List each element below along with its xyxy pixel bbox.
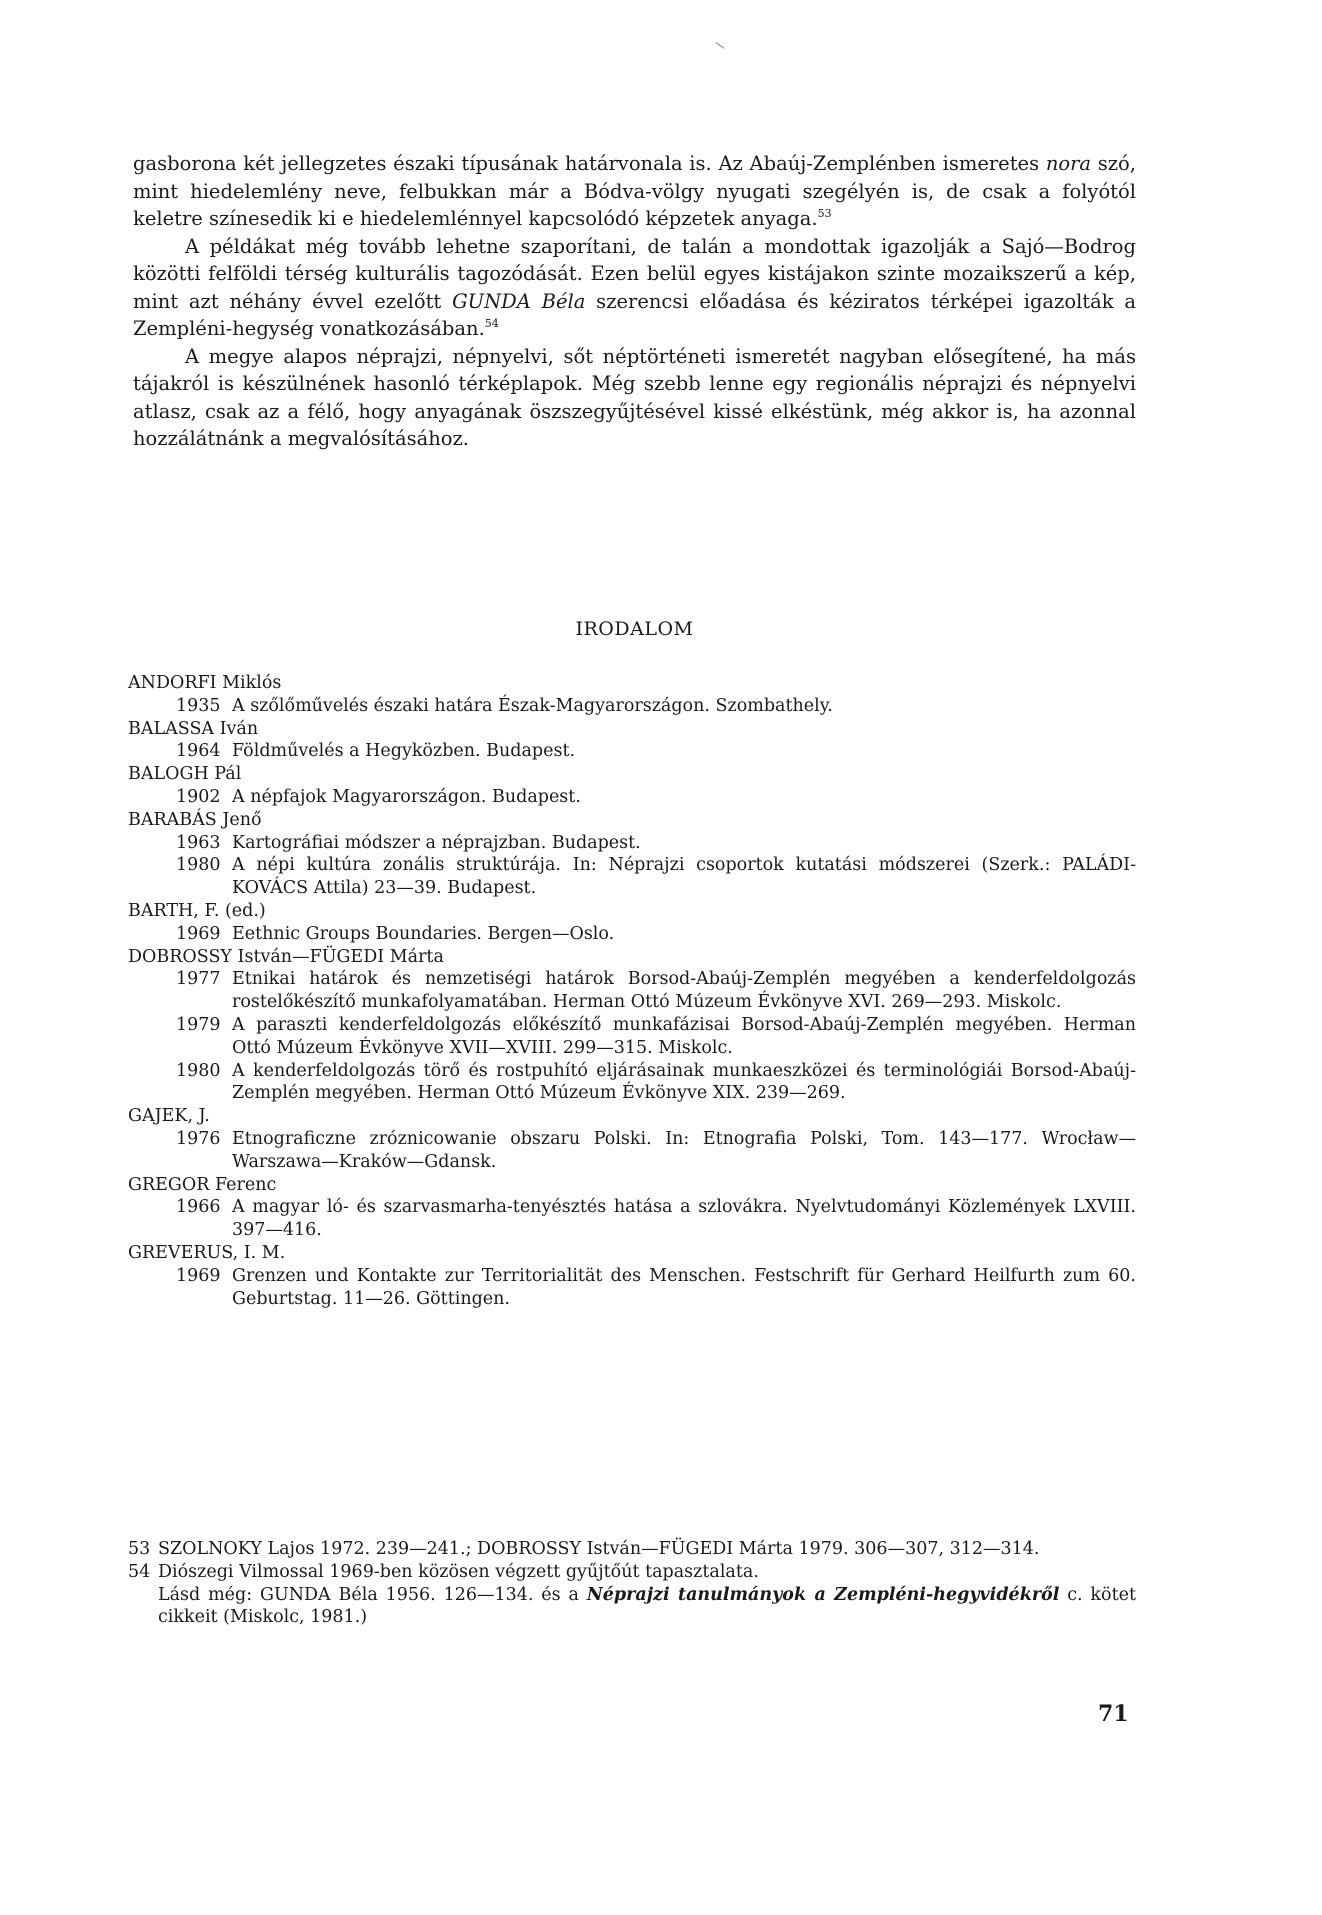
ref-entry bbox=[128, 1128, 1136, 1174]
footnote-text: Diószegi Vilmossal 1969-ben közösen végzett gyűjtőút tapasztalata. Lásd még: GUNDA Béla 1956. 126—134. és a Néprajzi tanulmányok a Zempléni-hegyvidékről c. kötet cikkeit (Miskolc, 1981.) bbox=[158, 1561, 1136, 1628]
footnote-text: SZOLNOKY Lajos 1972. 239—241.; DOBROSSY István—FÜGEDI Márta 1979. 306—307, 312—314. bbox=[158, 1539, 1040, 1559]
ref-text: Kartográfiai módszer a néprajzban. Budapest. bbox=[232, 832, 641, 853]
ref-text: A magyar ló- és szarvasmarha-tenyésztés hatása a szlovákra. Nyelvtudományi Közlemények LXVIII. 397—416. bbox=[232, 1197, 1136, 1241]
ref-year: 1902 bbox=[176, 786, 221, 807]
ref-entry bbox=[128, 1014, 1136, 1060]
bibliography bbox=[128, 672, 1136, 1310]
italic-name: GUNDA Béla bbox=[452, 289, 586, 313]
ref-year: 1963 bbox=[176, 832, 221, 853]
ref-entry bbox=[128, 1060, 1136, 1106]
ref-entry bbox=[128, 1265, 1136, 1311]
footnote-54 bbox=[128, 1561, 1136, 1629]
ref-entry bbox=[128, 968, 1136, 1014]
ref-text: Földművelés a Hegyközben. Budapest. bbox=[232, 741, 576, 762]
ref-text: Grenzen und Kontakte zur Territorialität des Menschen. Festschrift für Gerhard Heilfurth zum 60. Geburtstag. 11—26. Göttingen. bbox=[232, 1265, 1136, 1309]
ref-text: Eethnic Groups Boundaries. Bergen—Oslo. bbox=[232, 923, 615, 944]
ref-entry bbox=[128, 786, 1136, 809]
ref-author: BALOGH Pál bbox=[128, 764, 242, 785]
paragraph-2: A példákat még tovább lehetne szaporítani, de talán a mondottak igazolják a Sajó—Bodrog közötti felföldi térség kulturális tagozódását. Ezen belül egyes kistájakon szinte mozaikszerű a kép, mint azt néhány évvel ezelőtt GUNDA Béla szerencsi előadása és kéziratos térképei igazolták a Zempléni-hegység vonatkozásában.$^{54}$ bbox=[133, 234, 1137, 340]
footnote-number: 53 bbox=[128, 1539, 151, 1559]
italic-title: Néprajzi tanulmányok a Zempléni-hegyvidékről bbox=[586, 1584, 1060, 1605]
ref-entry bbox=[128, 854, 1136, 900]
ref-entry bbox=[128, 695, 1136, 718]
paragraph-3: A megye alapos néprajzi, népnyelvi, sőt néptörténeti ismeretét nagyban elősegítené, ha más tájakról is készülnének hasonló térképlapok. Még szebb lenne egy regionális néprajzi és népnyelvi atlasz, csak az a félő, hogy anyagának öszszegyűjtésével kissé elkéstünk, még akkor is, ha azonnal hozzálátnánk a megvalósításához. bbox=[133, 344, 1136, 450]
ref-author: ANDORFI Miklós bbox=[128, 673, 282, 693]
ref-author: GREVERUS, I. M. bbox=[128, 1242, 286, 1263]
ref-text: A kenderfeldolgozás törő és rostpuhító eljárásainak munkaeszközei és terminológiái Borsod-Abaúj-Zemplén megyében. Herman Ottó Múzeum Évkönyve XIX. 239—269. bbox=[232, 1060, 1136, 1104]
ref-year: 1935 bbox=[176, 695, 221, 716]
ref-text: A népfajok Magyarországon. Budapest. bbox=[232, 786, 581, 807]
ref-author: BALASSA Iván bbox=[128, 718, 259, 739]
page-number: 71 bbox=[1098, 1701, 1129, 1727]
ref-text: A népi kultúra zonális struktúrája. In: Néprajzi csoportok kutatási módszerei (Szerk.: PALÁDI-KOVÁCS Attila) 23—39. Budapest. bbox=[232, 855, 1136, 899]
ref-author: BARTH, F. (ed.) bbox=[128, 900, 266, 921]
ref-entry bbox=[128, 832, 1136, 855]
ref-year: 1966 bbox=[176, 1197, 221, 1218]
ref-entry bbox=[128, 1196, 1136, 1242]
ref-year: 1980 bbox=[176, 855, 221, 876]
footnote-number: 54 bbox=[128, 1561, 151, 1582]
italic-term: nora bbox=[1045, 152, 1092, 175]
ref-entry bbox=[128, 740, 1136, 763]
ref-year: 1980 bbox=[176, 1060, 221, 1081]
section-heading: IRODALOM bbox=[575, 618, 694, 640]
ref-year: 1979 bbox=[176, 1014, 221, 1035]
footnote-ref-53: 53 bbox=[817, 207, 832, 220]
ref-author: BARABÁS Jenő bbox=[128, 809, 262, 830]
body-text bbox=[133, 150, 1136, 453]
paragraph-1: gasborona két jellegzetes északi típusának határvonala is. Az Abaúj-Zemplénben ismeretes nora szó, mint hiedelemlény neve, felbukkan már a Bódva-völgy nyugati szegélyén is, de csak a folyótól keletre színesedik ki e hiedelemlénnyel kapcsolódó képzetek anyaga.$^{53}$ bbox=[133, 152, 1136, 230]
ref-author: GAJEK, J. bbox=[128, 1106, 210, 1127]
ref-text: A paraszti kenderfeldolgozás előkészítő munkafázisai Borsod-Abaúj-Zemplén megyében. Herman Ottó Múzeum Évkönyve XVII—XVIII. 299—315. Miskolc. bbox=[232, 1014, 1136, 1058]
ref-text: A szőlőművelés északi határa Észak-Magyarországon. Szombathely. bbox=[232, 695, 833, 716]
ref-year: 1964 bbox=[176, 741, 221, 762]
ref-year: 1977 bbox=[176, 969, 221, 990]
footnote-ref-54: 54 bbox=[484, 317, 499, 330]
ref-year: 1969 bbox=[176, 1265, 221, 1286]
ref-author: GREGOR Ferenc bbox=[128, 1174, 277, 1195]
ref-year: 1976 bbox=[176, 1128, 221, 1149]
ref-text: Etnograficzne zróznicowanie obszaru Polski. In: Etnografia Polski, Tom. 143—177. Wrocław—Warszawa—Kraków—Gdansk. bbox=[232, 1128, 1136, 1172]
ref-text: Etnikai határok és nemzetiségi határok Borsod-Abaúj-Zemplén megyében a kenderfeldolgozás rostelőkészítő munkafolyamatában. Herman Ottó Múzeum Évkönyve XVI. 269—293. Miskolc. bbox=[232, 969, 1136, 1013]
footnote-53 bbox=[128, 1538, 1136, 1561]
footnotes bbox=[128, 1538, 1136, 1629]
scan-mark bbox=[716, 42, 725, 49]
ref-year: 1969 bbox=[176, 923, 221, 944]
ref-entry bbox=[128, 923, 1136, 946]
ref-author: DOBROSSY István—FÜGEDI Márta bbox=[128, 946, 444, 967]
